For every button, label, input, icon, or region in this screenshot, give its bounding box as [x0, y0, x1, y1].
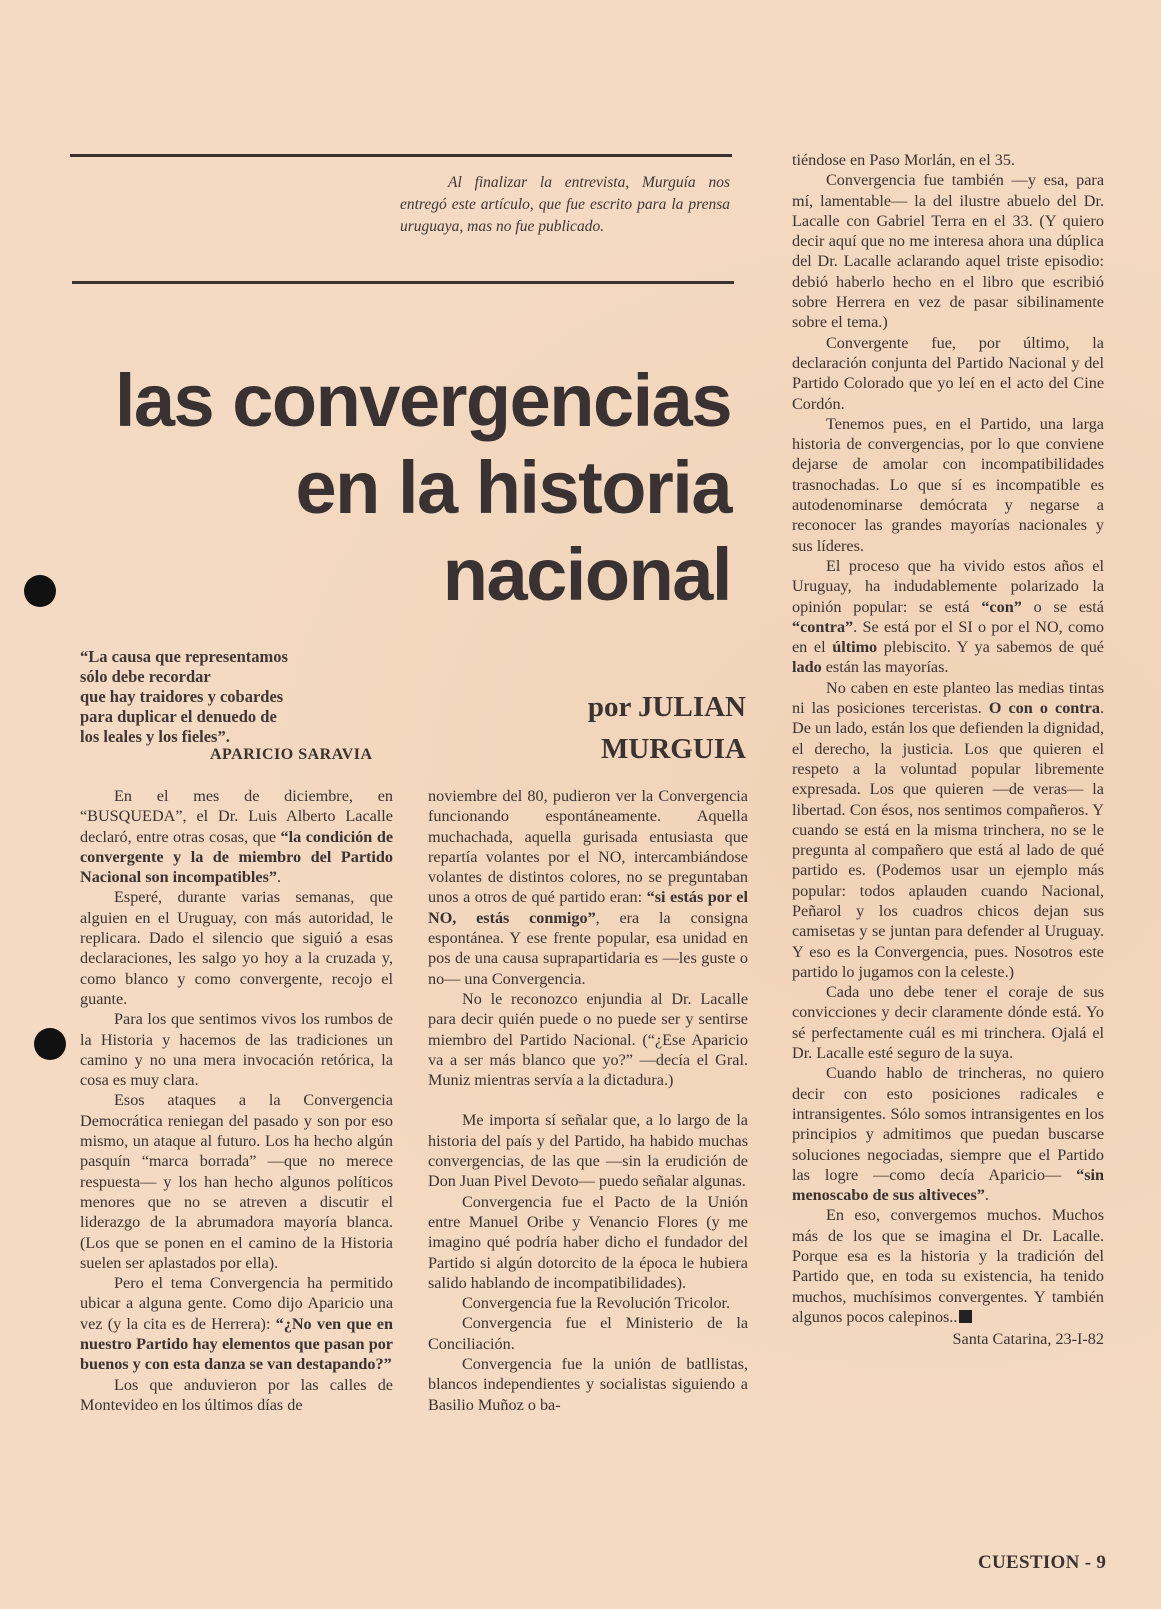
byline-line-1: por JULIAN	[587, 691, 746, 723]
text: Convergencia fue la Revolución Tricolor.	[462, 1294, 731, 1313]
paragraph	[80, 1090, 393, 1273]
title-line-3: nacional	[442, 533, 731, 616]
bold-text: “con”	[981, 597, 1022, 616]
epigraph	[80, 647, 400, 747]
text: plebiscito. Y ya sabemos de qué	[877, 638, 1104, 657]
punch-hole	[34, 1028, 66, 1060]
text: . De un lado, están los que defienden la dignidad, el derecho, la justicia. Los que quieren el respeto a la voluntad popular libremente expresada. Los que quieren —de veras— la libertad. Con ésos, nos sentimos compañeros. Y cuando se está en la misma trinchera, no se le pregunta al compañero que está al lado de qué partido es. (Podemos usar un ejemplo más popular: todos aplauden cuando Nacional, Peñarol y los cuadros chicos dejan sus camisetas y se juntan para defender al Uruguay. Y eso es la Convergencia, pues. Nosotros este partido lo jugamos con la celeste.)	[792, 699, 1105, 981]
end-mark-icon	[959, 1310, 972, 1323]
column-2	[428, 786, 748, 1415]
bold-text: lado	[792, 658, 822, 677]
paragraph	[80, 1009, 393, 1090]
epigraph-line: sólo debe recordar	[80, 667, 211, 686]
paragraph	[792, 333, 1104, 414]
bottom-rule	[72, 281, 734, 284]
paragraph	[792, 556, 1104, 678]
bold-text: O con o contra	[988, 699, 1100, 718]
paragraph	[792, 982, 1104, 1063]
bold-text: “sin menoscabo de sus altiveces”	[792, 1165, 1104, 1205]
text: Convergencia fue el Ministerio de la Conciliación.	[428, 1314, 748, 1353]
text: Convergencia fue también —y esa, para mí, lamentable— la del ilustre abuelo del Dr. Lacalle con Gabriel Terra en el 33. (Y quiero decir aquí que no me interesa ahora una dúplica del Dr. Lacalle aclarando aquel triste episodio: debió haberlo hecho en el libro que escribió sobre Herrera en vez de pasar sibilinamente sobre el tema.)	[792, 171, 1104, 332]
text: Me importa sí señalar que, a lo largo de la historia del país y del Partido, ha habido muchas convergencias, de las que —sin la erudición de Don Juan Pivel Devoto— puedo señalar algunas.	[428, 1111, 748, 1191]
intro-note: Al finalizar la entrevista, Murguía nos entregó este artículo, que fue escrito para la prensa uruguaya, mas no fue publicado.	[400, 174, 730, 235]
signoff: Santa Catarina, 23-I-82	[952, 1330, 1104, 1349]
paragraph	[792, 414, 1104, 556]
top-rule	[70, 154, 732, 157]
text: , era la consigna espontánea. Y ese frente popular, esa unidad en pos de una causa suprapartidaria es —les guste o no— una Convergencia.	[428, 908, 748, 988]
text: Esperé, durante varias semanas, que alguien en el Uruguay, con más autoridad, le replicara. Dado el silencio que siguió a esas declaraciones, les salgo yo hoy a la cruzada y, como blanco y como convergente, recojo el guante.	[80, 888, 393, 1008]
text: están las mayorías.	[821, 658, 949, 677]
paragraph	[80, 1375, 393, 1416]
text: Cuando hablo de trincheras, no quiero decir con esto posiciones radicales e intransigentes. Sólo somos intransigentes en los principios y admitimos que puedan buscarse soluciones negociadas, siempre que el Partido las logre —como decía Aparicio—	[792, 1064, 1104, 1184]
column-1	[80, 786, 393, 1415]
page-folio: CUESTION - 9	[978, 1552, 1107, 1573]
text: noviembre del 80, pudieron ver la Convergencia funcionando espontáneamente. Aquella muchachada, aquella gurisada entusiasta que repartía volantes por el NO, intercambiándose volantes de distintos colores, no se preguntaban unos a otros de qué partido eran:	[428, 787, 748, 907]
text: Tenemos pues, en el Partido, una larga historia de convergencias, por lo que conviene dejarse de amolar con incompatibilidades trasnochadas. Lo que sí es incompatible es autodenominarse demócrata y negarse a reconocer las grandes mayorías nacionales y sus líderes.	[792, 414, 1104, 555]
paragraph	[80, 786, 393, 887]
text: .	[984, 1186, 989, 1205]
text: Convergente fue, por último, la declaración conjunta del Partido Nacional y del Partido Colorado que yo leí en el acto del Cine Cordón.	[792, 333, 1104, 413]
paragraph	[792, 1205, 1104, 1327]
epigraph-line: los leales y los fieles”.	[80, 727, 230, 746]
epigraph-line: que hay traidores y cobardes	[80, 687, 284, 706]
byline-line-2: MURGUIA	[601, 733, 746, 765]
text: . Se está por el SI o por el NO, como en el	[792, 617, 1104, 657]
punch-hole	[24, 575, 56, 607]
text: Convergencia fue el Pacto de la Unión entre Manuel Oribe y Venancio Flores (y me imagino qué podría haber dicho el fundador del Partido si algún dotorcito de la época le hubiera salido hablando de incompatibilidades).	[428, 1192, 748, 1292]
text: tiéndose en Paso Morlán, en el 35.	[792, 151, 1015, 169]
text: o se está	[1021, 597, 1104, 616]
paragraph	[428, 1354, 748, 1415]
paragraph	[428, 1293, 748, 1313]
epigraph-author: APARICIO SARAVIA	[210, 746, 373, 763]
paragraph	[428, 1192, 748, 1293]
text: Los que anduvieron por las calles de Montevideo en los últimos días de	[80, 1375, 393, 1414]
paragraph	[792, 150, 1104, 170]
title-line-1: las convergencias	[114, 359, 731, 442]
text: .	[276, 868, 282, 887]
text: Esos ataques a la Convergencia Democrática reniegan del pasado y son por eso mismo, un ataque al futuro. Los ha hecho algún pasquín “marca borrada” —que no merece respuesta— y los han hecho algunos políticos menores que no se atreven a discutir el liderazgo de la abrumadora mayoría blanca. (Los que se ponen en el camino de la Historia suelen ser aplastados por ella).	[80, 1091, 393, 1272]
text: En el mes de diciembre, en “BUSQUEDA”, el Dr. Luis Alberto Lacalle declaró, entre otras cosas, que	[80, 787, 393, 846]
text: Para los que sentimos vivos los rumbos de la Historia y hacemos de las tradiciones un camino y no una mera invocación retórica, la cosa es muy clara.	[80, 1010, 393, 1090]
paragraph	[80, 887, 393, 1009]
byline	[588, 686, 746, 770]
bold-text: último	[832, 638, 878, 657]
epigraph-line: “La causa que representamos	[80, 647, 288, 666]
paragraph	[80, 1273, 393, 1374]
title-line-2: en la historia	[295, 446, 731, 529]
text: No caben en este planteo las medias tintas ni las posiciones terceristas.	[792, 678, 1104, 718]
paragraph	[428, 786, 748, 989]
bold-text: “la condición de convergente y la de miembro del Partido Nacional son incompatibles”	[80, 827, 394, 887]
text: No le reconozco enjundia al Dr. Lacalle para decir quién puede o no puede ser y sentirse miembro del Partido Nacional. (“¿Ese Aparicio va a ser más blanco que yo?” —decía el Gral. Muniz mientras servía a la dictadura.)	[428, 989, 748, 1090]
bold-text: “si estás por el NO, estás conmigo”	[428, 888, 748, 927]
paragraph	[792, 1063, 1104, 1205]
bold-text: “contra”	[792, 617, 854, 636]
text: Convergencia fue la unión de batllistas, blancos independientes y socialistas siguiendo a Basilio Muñoz o ba-	[428, 1355, 748, 1414]
paragraph	[428, 1110, 748, 1191]
paragraph	[428, 989, 748, 1090]
paragraph	[428, 1313, 748, 1354]
text: Pero el tema Convergencia ha permitido ubicar a alguna gente. Como dijo Aparicio una vez (y la cita es de Herrera):	[80, 1274, 393, 1333]
text: El proceso que ha vivido estos años el Uruguay, ha indudablemente polarizado la opinión popular: se está	[792, 556, 1104, 616]
column-3	[792, 150, 1104, 1350]
paragraph	[792, 678, 1104, 982]
text: En eso, convergemos muchos. Muchos más de los que se imagina el Dr. Lacalle. Porque esa es la historia y la tradición del Partido que, en toda su existencia, ha tenido muchos, muchísimos convergentes. Y también algunos pocos calepinos..	[792, 1206, 1104, 1326]
text: Cada uno debe tener el coraje de sus convicciones y decir claramente dónde está. Yo sé perfectamente cuál es mi trinchera. Ojalá el Dr. Lacalle esté seguro de la suya.	[792, 983, 1104, 1063]
epigraph-line: para duplicar el denuedo de	[80, 707, 277, 726]
bold-text: “¿No ven que en nuestro Partido hay elementos que pasan por buenos y con esta danza se van destapando?”	[80, 1314, 393, 1374]
paragraph	[792, 170, 1104, 332]
